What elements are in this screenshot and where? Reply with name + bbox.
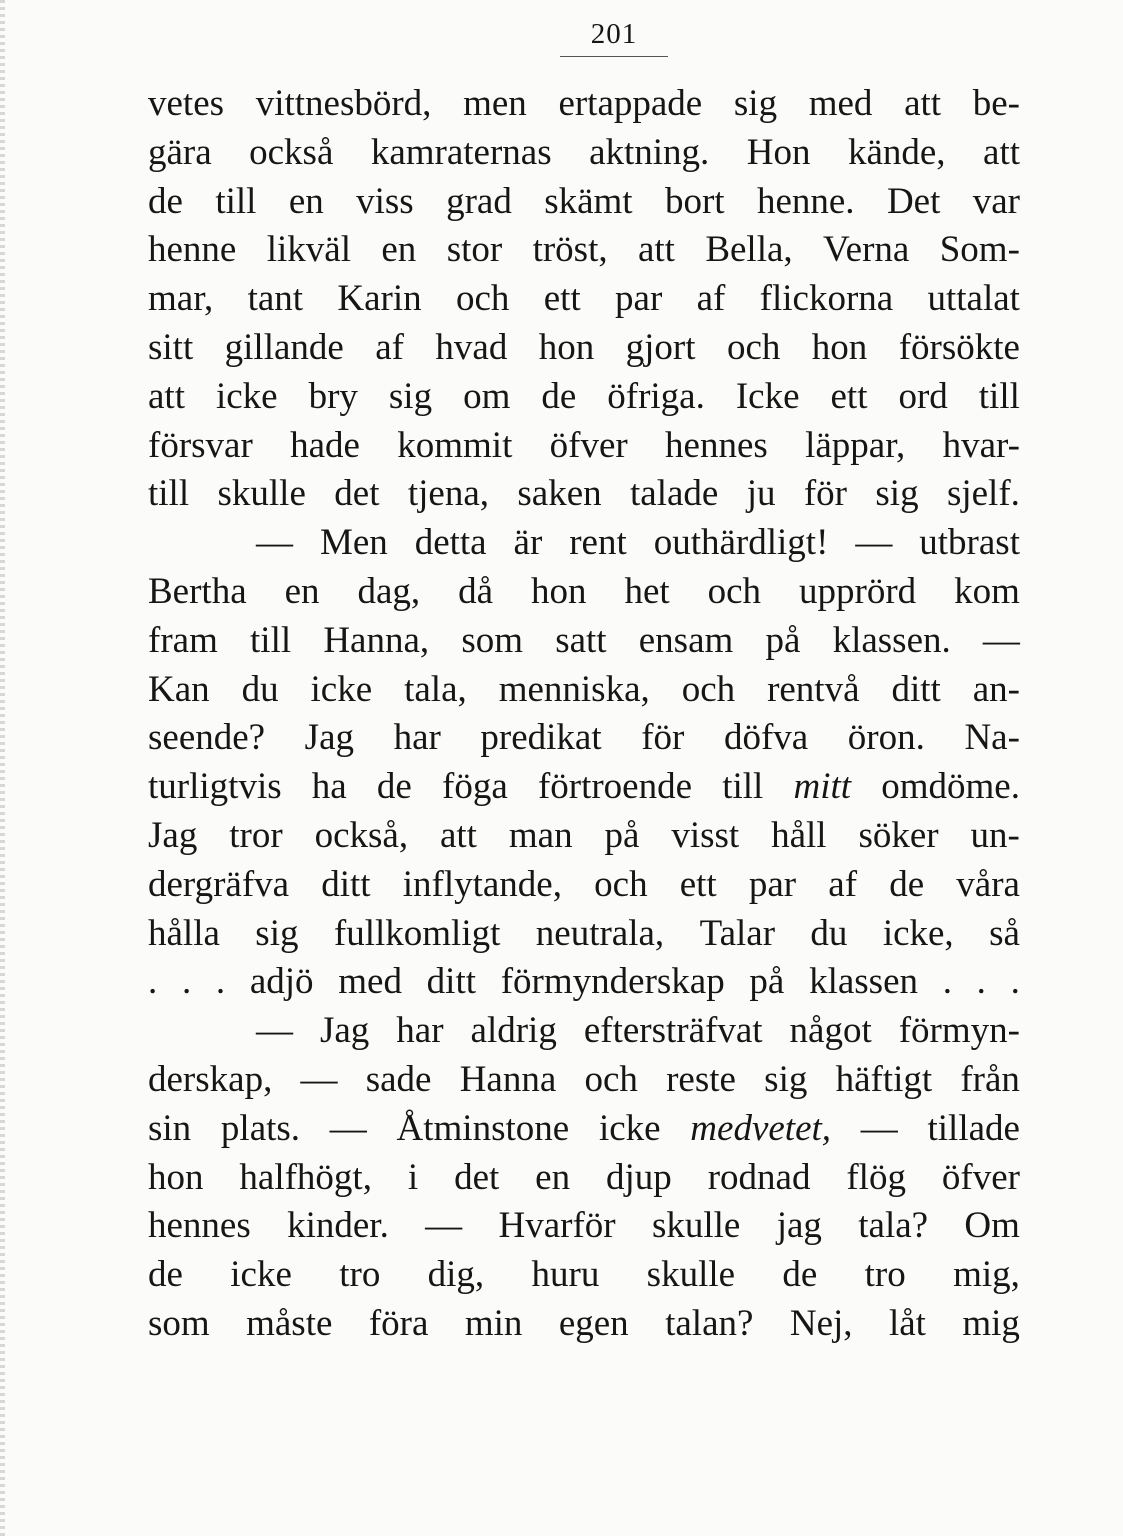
word: klassen: [809, 961, 918, 1003]
word: öron.: [847, 717, 925, 759]
word: aktning.: [589, 131, 710, 173]
word: hon: [531, 570, 587, 612]
word: Jag: [319, 1010, 370, 1052]
word: Verna: [823, 229, 910, 271]
word: öfriga.: [607, 375, 705, 417]
text-line: [148, 714, 1020, 763]
word: Karin: [337, 278, 422, 320]
word: .: [181, 961, 192, 1003]
word: och: [681, 668, 736, 710]
word: —: [256, 522, 293, 564]
emphasized-word: mitt: [793, 766, 852, 808]
word: var: [972, 180, 1020, 222]
word: sin: [148, 1107, 192, 1149]
word: detta: [414, 522, 487, 564]
text-line: [148, 1154, 1020, 1203]
word: de: [148, 1254, 183, 1296]
text-line: [148, 1056, 1020, 1105]
word: ha: [311, 766, 347, 808]
word: .: [148, 961, 158, 1003]
word: par: [615, 278, 663, 320]
word: talade: [630, 473, 719, 515]
word: plats.: [220, 1107, 301, 1149]
word: outhärdligt!: [653, 522, 829, 564]
text-line: [148, 763, 1020, 812]
word: är: [513, 522, 543, 564]
word: Åtminstone: [396, 1107, 570, 1149]
word: Hanna: [459, 1058, 557, 1100]
word: tala?: [858, 1205, 929, 1247]
word: egen: [558, 1302, 629, 1344]
word: till: [722, 766, 764, 808]
word: men: [463, 83, 527, 124]
word: en: [284, 570, 320, 612]
word: gillande: [224, 326, 344, 368]
word: Na-: [964, 717, 1020, 759]
word: icke: [215, 375, 278, 417]
word: ett: [543, 278, 581, 320]
word: eftersträfvat: [583, 1010, 763, 1052]
word: turligtvis: [148, 766, 282, 808]
word: dig,: [427, 1254, 485, 1296]
word: vetes: [148, 83, 225, 124]
word: mig: [962, 1302, 1020, 1344]
text-line: [148, 373, 1020, 422]
word: föga: [442, 766, 508, 808]
word: tjena,: [407, 473, 489, 515]
word: då: [458, 570, 494, 612]
word: förtroende: [537, 766, 693, 808]
word: saken: [517, 473, 602, 515]
word: Kan: [148, 668, 210, 710]
word: ord: [898, 375, 948, 417]
word: skulle: [217, 473, 306, 515]
word: visst: [671, 814, 740, 856]
word: tro: [864, 1254, 906, 1296]
word: af: [375, 326, 404, 368]
word: fram: [148, 619, 218, 661]
word: tro: [339, 1254, 381, 1296]
word: från: [960, 1058, 1020, 1100]
word: hon: [538, 326, 595, 368]
word: har: [396, 1010, 444, 1052]
word: —: [329, 1107, 367, 1149]
word: till: [215, 180, 257, 222]
word: utbrast: [919, 522, 1020, 564]
word: satt: [555, 619, 607, 661]
word: dag,: [357, 570, 421, 612]
word: henne: [148, 229, 237, 271]
word: tant: [247, 278, 304, 320]
word: våra: [956, 863, 1020, 905]
word: häftigt: [835, 1058, 933, 1100]
word: tala,: [404, 668, 467, 710]
word: gjort: [625, 326, 696, 368]
word: flickorna: [759, 278, 894, 320]
word: uttalat: [927, 278, 1020, 320]
word: och: [455, 278, 510, 320]
word: i: [407, 1156, 419, 1198]
text-line: [148, 1007, 1020, 1056]
word: sjelf.: [946, 473, 1020, 515]
word: med: [338, 961, 402, 1003]
emphasized-word: medvetet,: [690, 1107, 832, 1149]
word: hade: [290, 424, 360, 466]
text-line: [148, 422, 1020, 471]
word: grad: [446, 180, 512, 222]
word: de: [782, 1254, 818, 1296]
word: till: [148, 473, 190, 515]
word: förmynderskap: [500, 961, 725, 1003]
word: halfhögt,: [239, 1156, 372, 1198]
word: Hon: [746, 131, 811, 173]
word: och: [594, 863, 648, 905]
word: ensam: [638, 619, 734, 661]
word: vittnesbörd,: [255, 83, 432, 124]
word: icke: [598, 1107, 661, 1149]
text-line: [148, 1300, 1020, 1349]
word: sig: [388, 375, 433, 417]
word: sig: [255, 912, 299, 954]
text-line: [148, 958, 1020, 1007]
word: hennes: [148, 1205, 251, 1247]
word: sig: [733, 83, 778, 124]
word: mig,: [953, 1254, 1020, 1296]
word: också: [249, 131, 334, 173]
text-line: [148, 178, 1020, 227]
page-header: [560, 14, 668, 57]
word: Nej,: [789, 1302, 853, 1344]
word: Talar: [699, 912, 776, 954]
word: och: [584, 1058, 638, 1100]
word: aldrig: [470, 1010, 557, 1052]
word: jag: [776, 1205, 822, 1247]
text-line: [148, 666, 1020, 715]
word: tror: [229, 814, 283, 856]
word: min: [464, 1302, 523, 1344]
word: neutrala,: [535, 912, 665, 954]
word: gära: [148, 131, 212, 173]
word: —: [300, 1058, 338, 1100]
word: för: [803, 473, 848, 515]
word: en: [535, 1156, 571, 1198]
word: förmyn-: [898, 1010, 1020, 1052]
word: på: [604, 814, 640, 856]
word: icke: [310, 668, 373, 710]
word: att: [439, 814, 477, 856]
word: de: [376, 766, 412, 808]
word: sade: [365, 1058, 432, 1100]
text-line: [148, 226, 1020, 275]
word: —: [982, 619, 1020, 661]
word: likväl: [266, 229, 351, 271]
word: kände,: [847, 131, 946, 173]
word: —: [256, 1010, 293, 1052]
word: sitt: [148, 326, 194, 368]
word: ett: [679, 863, 717, 905]
word: .: [215, 961, 226, 1003]
word: hvad: [435, 326, 508, 368]
word: du: [810, 912, 848, 954]
text-line: [148, 1105, 1020, 1154]
word: söker: [858, 814, 939, 856]
word: sig: [764, 1058, 808, 1100]
word: Som-: [939, 229, 1020, 271]
word: också,: [314, 814, 409, 856]
word: det: [334, 473, 380, 515]
word: öfver: [941, 1156, 1020, 1198]
word: Hanna,: [323, 619, 430, 661]
word: Jag: [148, 814, 198, 856]
word: un-: [970, 814, 1020, 856]
word: du: [241, 668, 279, 710]
word: försvar: [148, 424, 253, 466]
text-line: [148, 861, 1020, 910]
word: henne.: [756, 180, 855, 222]
word: —: [855, 522, 893, 564]
word: bort: [664, 180, 725, 222]
word: —: [425, 1205, 463, 1247]
word: läppar,: [805, 424, 906, 466]
word: kinder.: [287, 1205, 389, 1247]
word: upprörd: [799, 570, 917, 612]
word: kamraternas: [370, 131, 552, 173]
word: att: [637, 229, 675, 271]
word: att: [904, 83, 942, 124]
text-line: [148, 80, 1020, 129]
page-binding-edge: [0, 0, 5, 1536]
word: rodnad: [707, 1156, 811, 1198]
word: Hvarför: [498, 1205, 616, 1247]
word: djup: [606, 1156, 672, 1198]
word: icke,: [882, 912, 954, 954]
word: till: [250, 619, 292, 661]
word: sig: [875, 473, 919, 515]
word: de: [148, 180, 183, 222]
word: dergräfva: [148, 863, 290, 905]
word: predikat: [480, 717, 602, 759]
word: hålla: [148, 912, 220, 954]
word: huru: [531, 1254, 600, 1296]
word: .: [942, 961, 952, 1003]
word: för: [641, 717, 685, 759]
text-line: [148, 1202, 1020, 1251]
word: döfva: [723, 717, 809, 759]
text-line: [148, 910, 1020, 959]
word: de: [889, 863, 925, 905]
page-number: 201: [590, 18, 638, 50]
text-line: [148, 812, 1020, 861]
word: skämt: [544, 180, 633, 222]
word: hvar-: [942, 424, 1020, 466]
word: skulle: [646, 1254, 736, 1296]
word: ett: [830, 375, 868, 417]
word: ertappade: [558, 83, 703, 124]
body-text: [148, 80, 1020, 1349]
word: an-: [972, 668, 1020, 710]
word: till: [978, 375, 1020, 417]
word: tröst,: [532, 229, 608, 271]
word: Jag: [304, 717, 354, 759]
word: kommit: [397, 424, 513, 466]
text-line: [148, 129, 1020, 178]
word: om: [463, 375, 511, 417]
word: derskap,: [148, 1058, 273, 1100]
word: rentvå: [767, 668, 860, 710]
word: hennes: [665, 424, 768, 466]
word: af: [696, 278, 726, 320]
text-line: [148, 1251, 1020, 1300]
word: —: [860, 1107, 898, 1149]
word: kom: [954, 570, 1020, 612]
word: mar,: [148, 278, 214, 320]
word: som: [461, 619, 524, 661]
word: de: [541, 375, 577, 417]
word: ditt: [891, 668, 941, 710]
word: som: [148, 1302, 210, 1344]
word: stor: [446, 229, 503, 271]
word: att: [148, 375, 185, 417]
word: hon: [811, 326, 868, 368]
word: man: [508, 814, 573, 856]
text-line: [148, 275, 1020, 324]
word: med: [808, 83, 873, 124]
word: par: [748, 863, 797, 905]
word: öfver: [549, 424, 628, 466]
word: tillade: [927, 1107, 1020, 1149]
word: låt: [888, 1302, 926, 1344]
word: omdöme.: [881, 766, 1020, 808]
word: så: [989, 912, 1020, 954]
word: ditt: [426, 961, 477, 1003]
word: håll: [771, 814, 827, 856]
word: rent: [569, 522, 627, 564]
text-line: [148, 519, 1020, 568]
word: seende?: [148, 717, 266, 759]
word: har: [393, 717, 441, 759]
word: flög: [846, 1156, 906, 1198]
word: och: [707, 570, 762, 612]
text-line: [148, 568, 1020, 617]
word: en: [288, 180, 324, 222]
word: talan?: [665, 1302, 754, 1344]
word: viss: [356, 180, 414, 222]
word: skulle: [651, 1205, 741, 1247]
word: Bertha: [148, 570, 247, 612]
word: och: [726, 326, 781, 368]
word: be-: [972, 83, 1020, 124]
word: på: [765, 619, 801, 661]
word: föra: [368, 1302, 429, 1344]
word: Icke: [735, 375, 800, 417]
word: Bella,: [705, 229, 793, 271]
word: hon: [148, 1156, 204, 1198]
word: inflytande,: [402, 863, 562, 905]
word: på: [749, 961, 785, 1003]
word: icke: [230, 1254, 292, 1296]
word: af: [828, 863, 858, 905]
word: det: [454, 1156, 500, 1198]
word: ditt: [321, 863, 371, 905]
word: het: [624, 570, 670, 612]
word: Det: [886, 180, 941, 222]
word: bry: [308, 375, 358, 417]
word: att: [983, 131, 1020, 173]
word: klassen.: [832, 619, 951, 661]
word: Men: [319, 522, 388, 564]
word: adjö: [249, 961, 314, 1003]
word: försökte: [898, 326, 1020, 368]
word: Om: [964, 1205, 1020, 1247]
word: menniska,: [498, 668, 650, 710]
word: reste: [666, 1058, 736, 1100]
word: en: [381, 229, 417, 271]
text-line: [148, 324, 1020, 373]
word: något: [789, 1010, 872, 1052]
word: .: [976, 961, 986, 1003]
word: fullkomligt: [333, 912, 501, 954]
header-rule: [560, 56, 668, 57]
word: .: [1010, 961, 1020, 1003]
text-line: [148, 470, 1020, 519]
word: ju: [746, 473, 776, 515]
word: måste: [246, 1302, 333, 1344]
text-line: [148, 617, 1020, 666]
